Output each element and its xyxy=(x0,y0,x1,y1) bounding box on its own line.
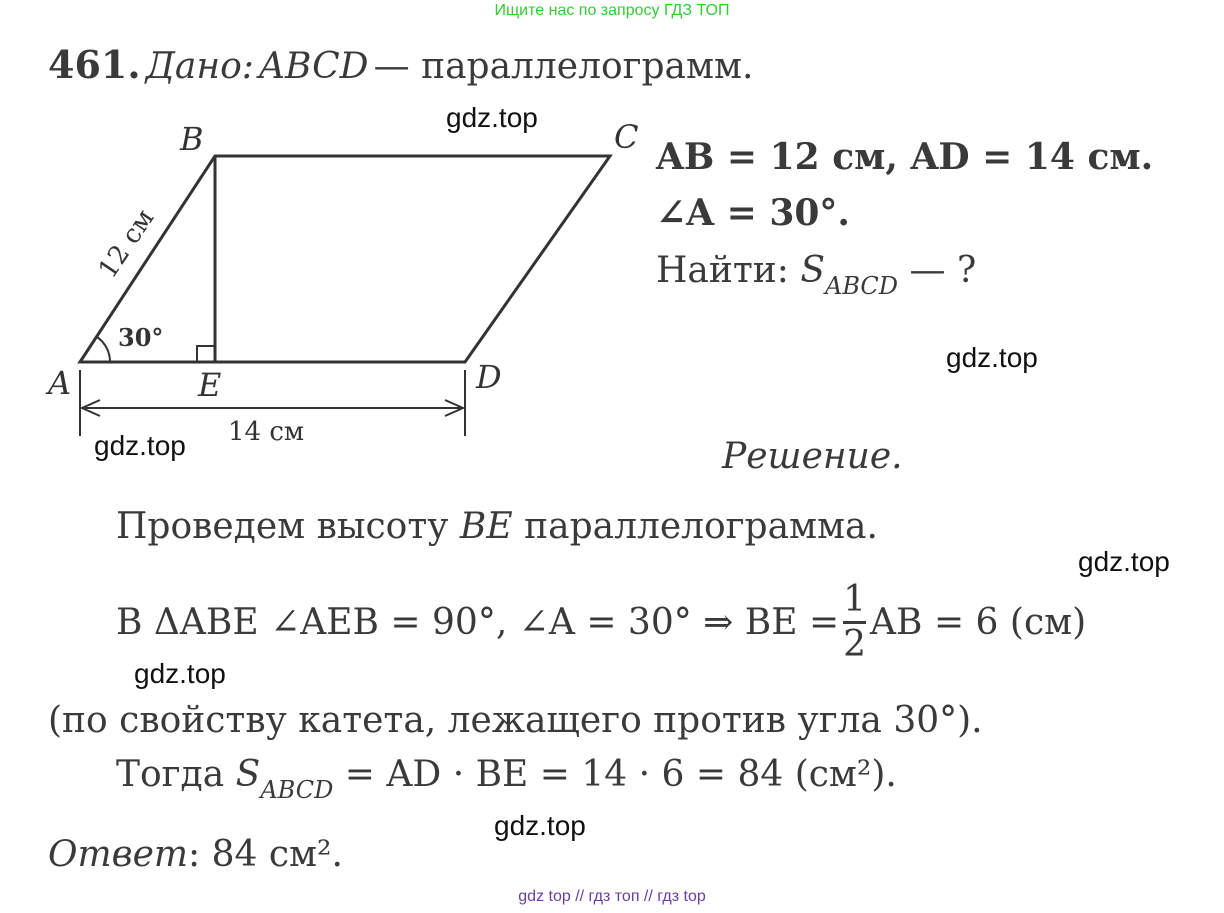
line4-text-b: = AD · BE = 14 · 6 = 84 (см²). xyxy=(344,754,897,795)
base-label: 14 см xyxy=(228,417,305,447)
watermark: gdz.top xyxy=(494,810,586,841)
find-label: Найти: xyxy=(656,250,789,291)
angle-label: 30° xyxy=(118,323,164,352)
vertex-e-label: E xyxy=(198,366,222,404)
given-figure: ABCD xyxy=(259,46,369,87)
vertex-c-label: C xyxy=(614,118,639,156)
line2-text-a: В ΔABE ∠AEB = 90°, ∠A = 30° ⇒ BE = xyxy=(116,601,840,643)
right-angle-mark xyxy=(197,346,215,362)
line4-text-a: Тогда xyxy=(116,754,225,795)
find-s: S xyxy=(800,250,826,291)
fraction-denominator: 2 xyxy=(843,623,867,665)
answer-value: : 84 см². xyxy=(188,834,343,875)
given-label: Дано: xyxy=(145,46,254,87)
watermark: gdz.top xyxy=(446,102,538,133)
answer-label: Ответ xyxy=(48,834,189,875)
solution-line-2 xyxy=(116,572,1086,672)
given-rest: — параллелограмм. xyxy=(373,46,754,87)
solution-line-4 xyxy=(116,754,897,804)
watermark: gdz.top xyxy=(94,430,186,461)
line4-sub: ABCD xyxy=(260,776,334,804)
vertex-a-label: A xyxy=(48,364,72,402)
side-ab-label: 12 см xyxy=(92,204,161,284)
find-line xyxy=(656,250,976,300)
angle-arc xyxy=(97,337,110,362)
find-sub: ABCD xyxy=(825,272,899,300)
solution-line-1 xyxy=(116,506,878,547)
line1-text-be: BE xyxy=(459,506,513,547)
vertex-b-label: B xyxy=(180,120,204,158)
footer: gdz top // гдз топ // гдз top xyxy=(518,888,706,905)
answer-line xyxy=(48,834,343,875)
problem-number: 461. xyxy=(48,42,141,87)
line4-s: S xyxy=(235,754,261,795)
fraction-numerator: 1 xyxy=(843,578,867,620)
fraction-one-half xyxy=(843,578,867,665)
problem-header xyxy=(48,42,753,87)
condition-line-2: ∠A = 30°. xyxy=(656,192,850,234)
find-rest: — ? xyxy=(909,250,977,291)
line1-text-a: Проведем высоту xyxy=(116,506,449,547)
condition-line-1: AB = 12 см, AD = 14 см. xyxy=(656,136,1154,178)
line1-text-c: параллелограмма. xyxy=(524,506,878,547)
solution-line-3: (по свойству катета, лежащего против угла 30°). xyxy=(48,700,983,741)
solution-heading: Решение. xyxy=(722,436,903,477)
top-banner: Ищите нас по запросу ГДЗ ТОП xyxy=(494,2,730,19)
parallelogram-figure xyxy=(40,110,660,450)
watermark: gdz.top xyxy=(134,658,226,689)
line2-text-b: AB = 6 (см) xyxy=(870,601,1087,643)
watermark: gdz.top xyxy=(1078,546,1170,577)
watermark: gdz.top xyxy=(946,342,1038,373)
vertex-d-label: D xyxy=(476,358,502,396)
